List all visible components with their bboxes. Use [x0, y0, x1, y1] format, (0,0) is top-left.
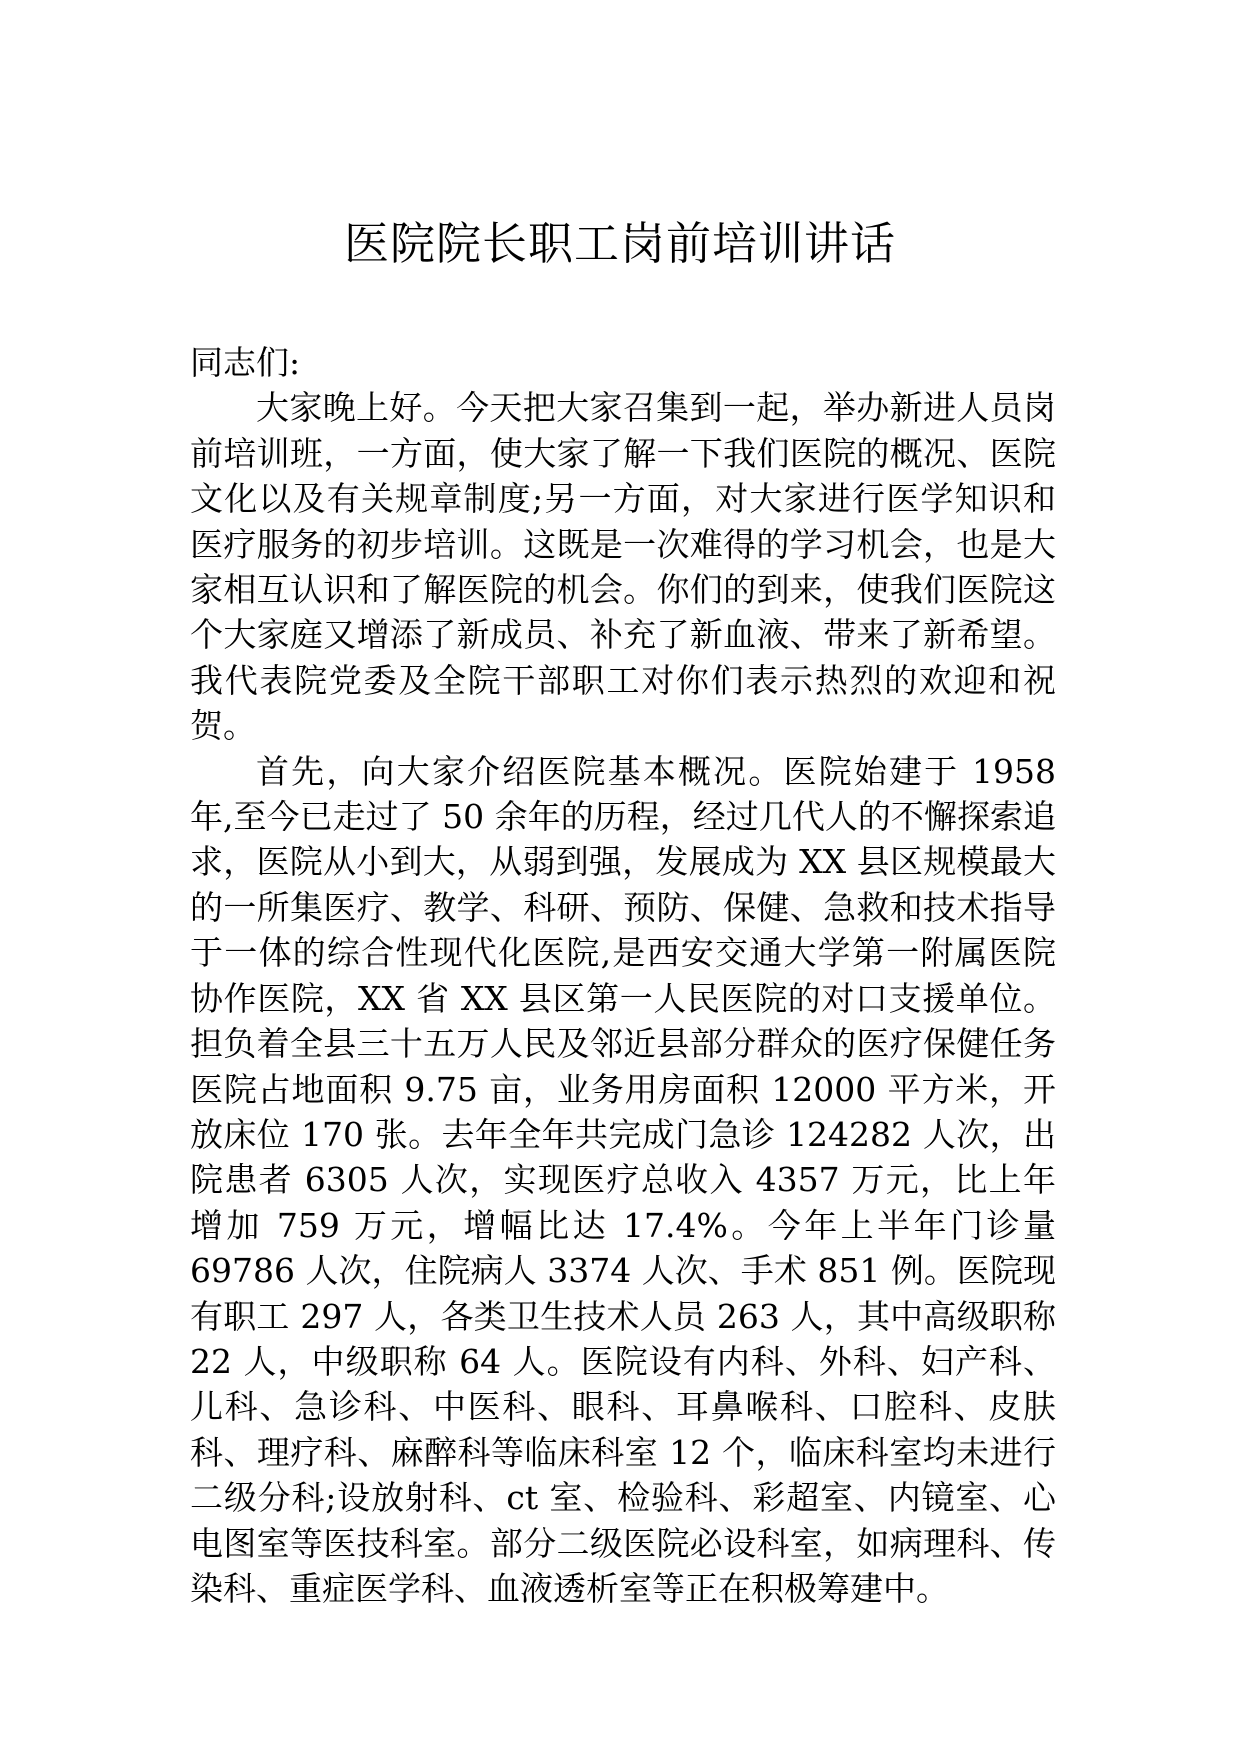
paragraph-hospital-overview: 首先，向大家介绍医院基本概况。医院始建于 1958 年,至今已走过了 50 余年的历程，经过几代人的不懈探索追求，医院从小到大，从弱到强，发展成为 XX 县区规模最大的一所集医疗、教学、科研、预防、保健、急救和技术指导于一体的综合性现代化医院,是西安交通大学第一附属医院协作医院，XX 省 XX 县区第一人民医院的对口支援单位。担负着全县三十五万人民及邻近县部分群众的医疗保健任务医院占地面积 9.75 亩，业务用房面积 12000 平方米，开放床位 170 张。去年全年共完成门急诊 124282 人次，出院患者 6305 人次，实现医疗总收入 4357 万元，比上年增加 759 万元，增幅比达 17.4%。今年上半年门诊量 69786 人次，住院病人 3374 人次、手术 851 例。医院现有职工 297 人，各类卫生技术人员 263 人，其中高级职称 22 人，中级职称 64 人。医院设有内科、外科、妇产科、儿科、急诊科、中医科、眼科、耳鼻喉科、口腔科、皮肤科、理疗科、麻醉科等临床科室 12 个，临床科室均未进行二级分科;设放射科、ct 室、检验科、彩超室、内镜室、心电图室等医技科室。部分二级医院必设科室，如病理科、传染科、重症医学科、血液透析室等正在积极筹建中。	[190, 751, 1056, 1608]
document-title: 医院院长职工岗前培训讲话	[343, 217, 896, 270]
salutation: 同志们:	[190, 343, 301, 382]
paragraph-welcome: 大家晚上好。今天把大家召集到一起，举办新进人员岗前培训班，一方面，使大家了解一下我们医院的概况、医院文化以及有关规章制度;另一方面，对大家进行医学知识和医疗服务的初步培训。这既是一次难得的学习机会，也是大家相互认识和了解医院的机会。你们的到来，使我们医院这个大家庭又增添了新成员、补充了新血液、带来了新希望。我代表院党委及全院干部职工对你们表示热烈的欢迎和祝贺。	[190, 388, 1056, 746]
document-body	[190, 340, 1056, 1611]
